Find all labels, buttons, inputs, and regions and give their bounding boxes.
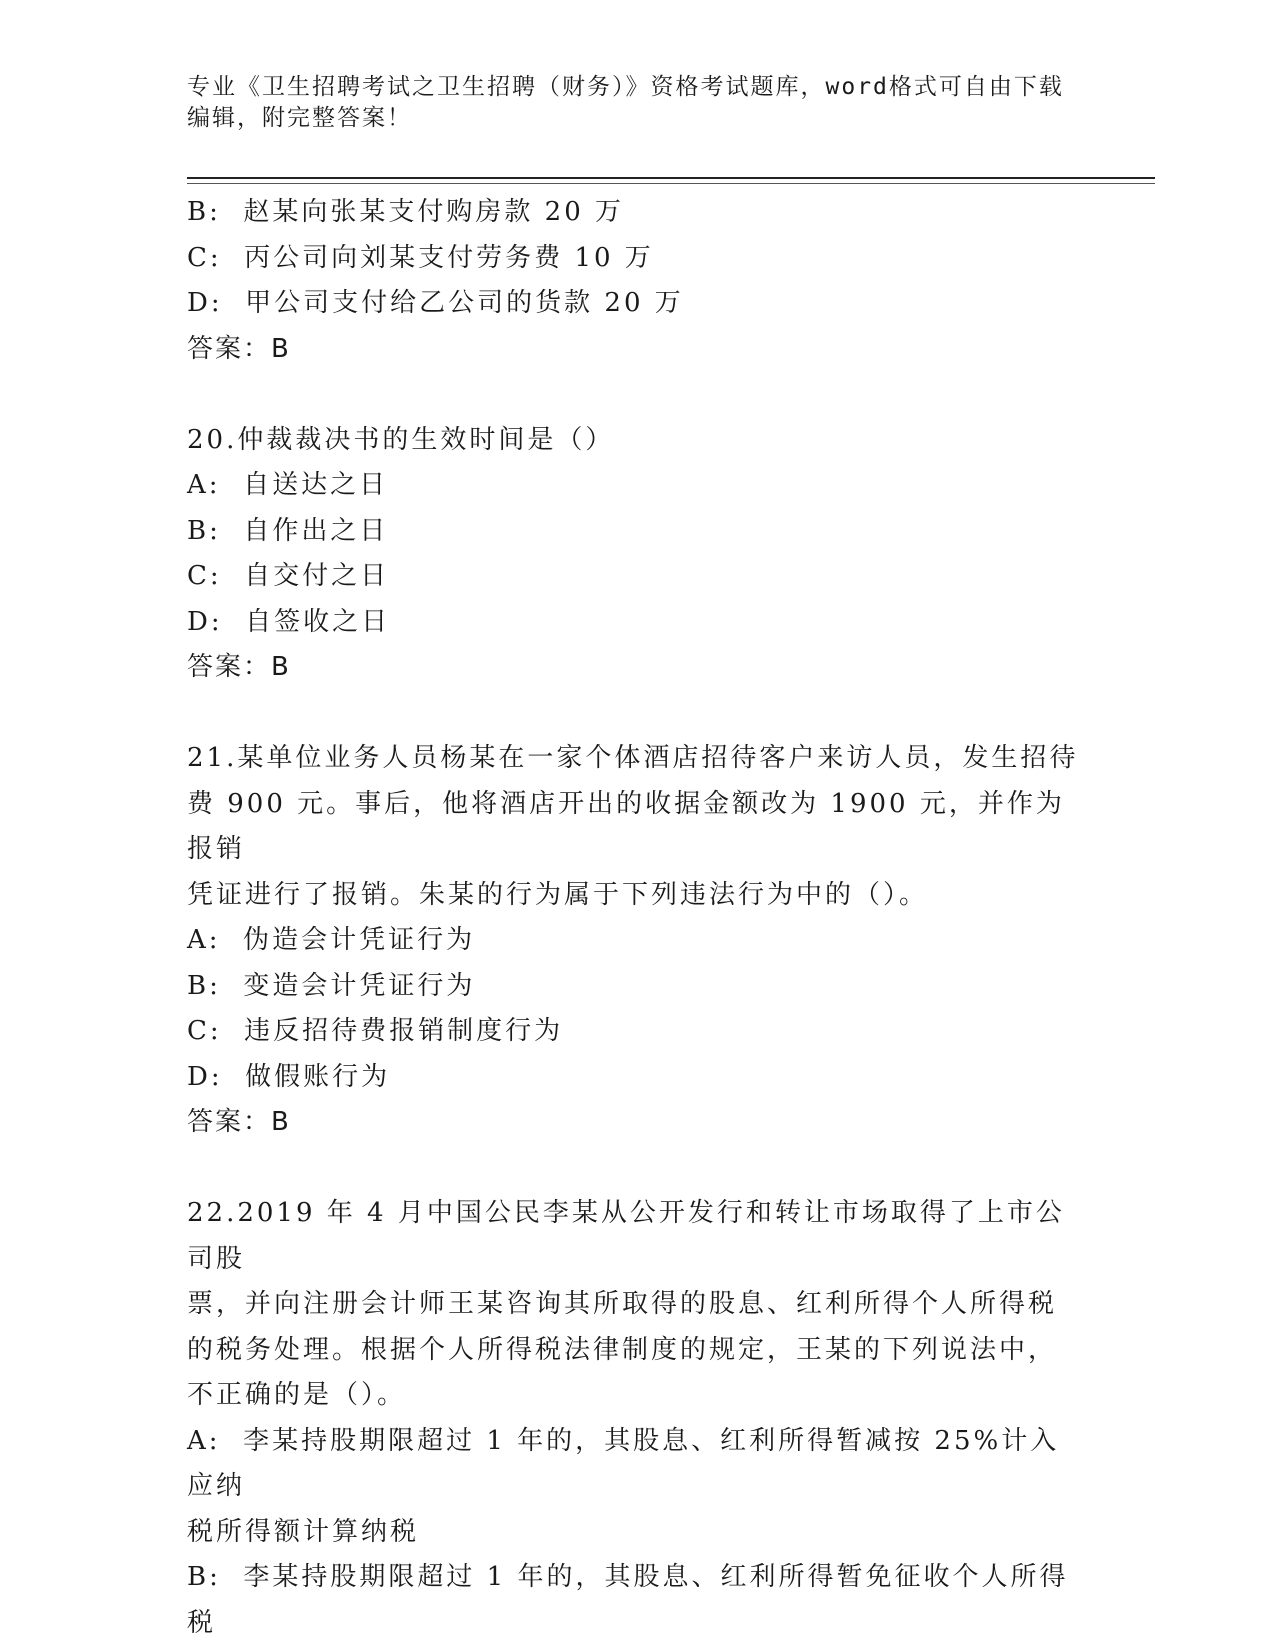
option-b: B: 变造会计凭证行为	[187, 970, 476, 1001]
question-text-line: 票，并向注册会计师王某咨询其所取得的股息、红利所得个人所得税	[187, 1289, 1058, 1319]
option-c: C: 自交付之日	[187, 561, 390, 591]
question-text-line: 21.某单位业务人员杨某在一家个体酒店招待客户来访人员，发生招待	[187, 743, 1079, 773]
question-text-line: 的税务处理。根据个人所得税法律制度的规定，王某的下列说法中，	[187, 1334, 1058, 1365]
option-a-continued: 税所得额计算纳税	[187, 1516, 420, 1547]
header-divider-thin	[187, 183, 1155, 184]
option-c: C: 违反招待费报销制度行为	[187, 1016, 564, 1046]
question-text-line: 22.2019 年 4 月中国公民李某从公开发行和转让市场取得了上市公司股	[187, 1198, 1065, 1274]
answer-label: 答案：B	[187, 333, 291, 364]
answer-label: 答案：B	[187, 1107, 291, 1137]
header-line-1: 专业《卫生招聘考试之卫生招聘（财务）》资格考试题库，word格式可自由下载	[187, 74, 1064, 100]
question-text-line: 费 900 元。事后，他将酒店开出的收据金额改为 1900 元，并作为报销	[187, 788, 1065, 864]
option-c: C: 丙公司向刘某支付劳务费 10 万	[187, 242, 654, 273]
question-22	[187, 1191, 1087, 1646]
option-b: B: 李某持股期限超过 1 年的，其股息、红利所得暂免征收个人所得税	[187, 1562, 1069, 1638]
option-b: B: 自作出之日	[187, 515, 389, 546]
header-line-2: 编辑，附完整答案！	[187, 105, 412, 131]
spacer	[187, 1146, 1087, 1192]
question-21	[187, 736, 1087, 1146]
answer-label: 答案：B	[187, 652, 291, 682]
option-d: D: 做假账行为	[187, 1061, 391, 1092]
option-d: D: 自签收之日	[187, 606, 391, 637]
question-19	[187, 190, 1087, 372]
spacer	[187, 691, 1087, 737]
option-d: D: 甲公司支付给乙公司的货款 20 万	[187, 288, 684, 318]
question-text-line: 不正确的是（）。	[187, 1380, 407, 1410]
option-a: A: 伪造会计凭证行为	[187, 925, 476, 955]
question-list	[187, 190, 1087, 1646]
spacer	[187, 372, 1087, 418]
document-header	[187, 72, 1087, 134]
option-a: A: 李某持股期限超过 1 年的，其股息、红利所得暂减按 25%计入应纳	[187, 1425, 1060, 1501]
question-20	[187, 418, 1087, 691]
option-b: B: 赵某向张某支付购房款 20 万	[187, 197, 625, 227]
header-divider-thick	[187, 177, 1155, 179]
question-text-line: 凭证进行了报销。朱某的行为属于下列违法行为中的（）。	[187, 879, 929, 910]
option-a: A: 自送达之日	[187, 470, 389, 500]
question-text: 20.仲裁裁决书的生效时间是（）	[187, 424, 615, 455]
